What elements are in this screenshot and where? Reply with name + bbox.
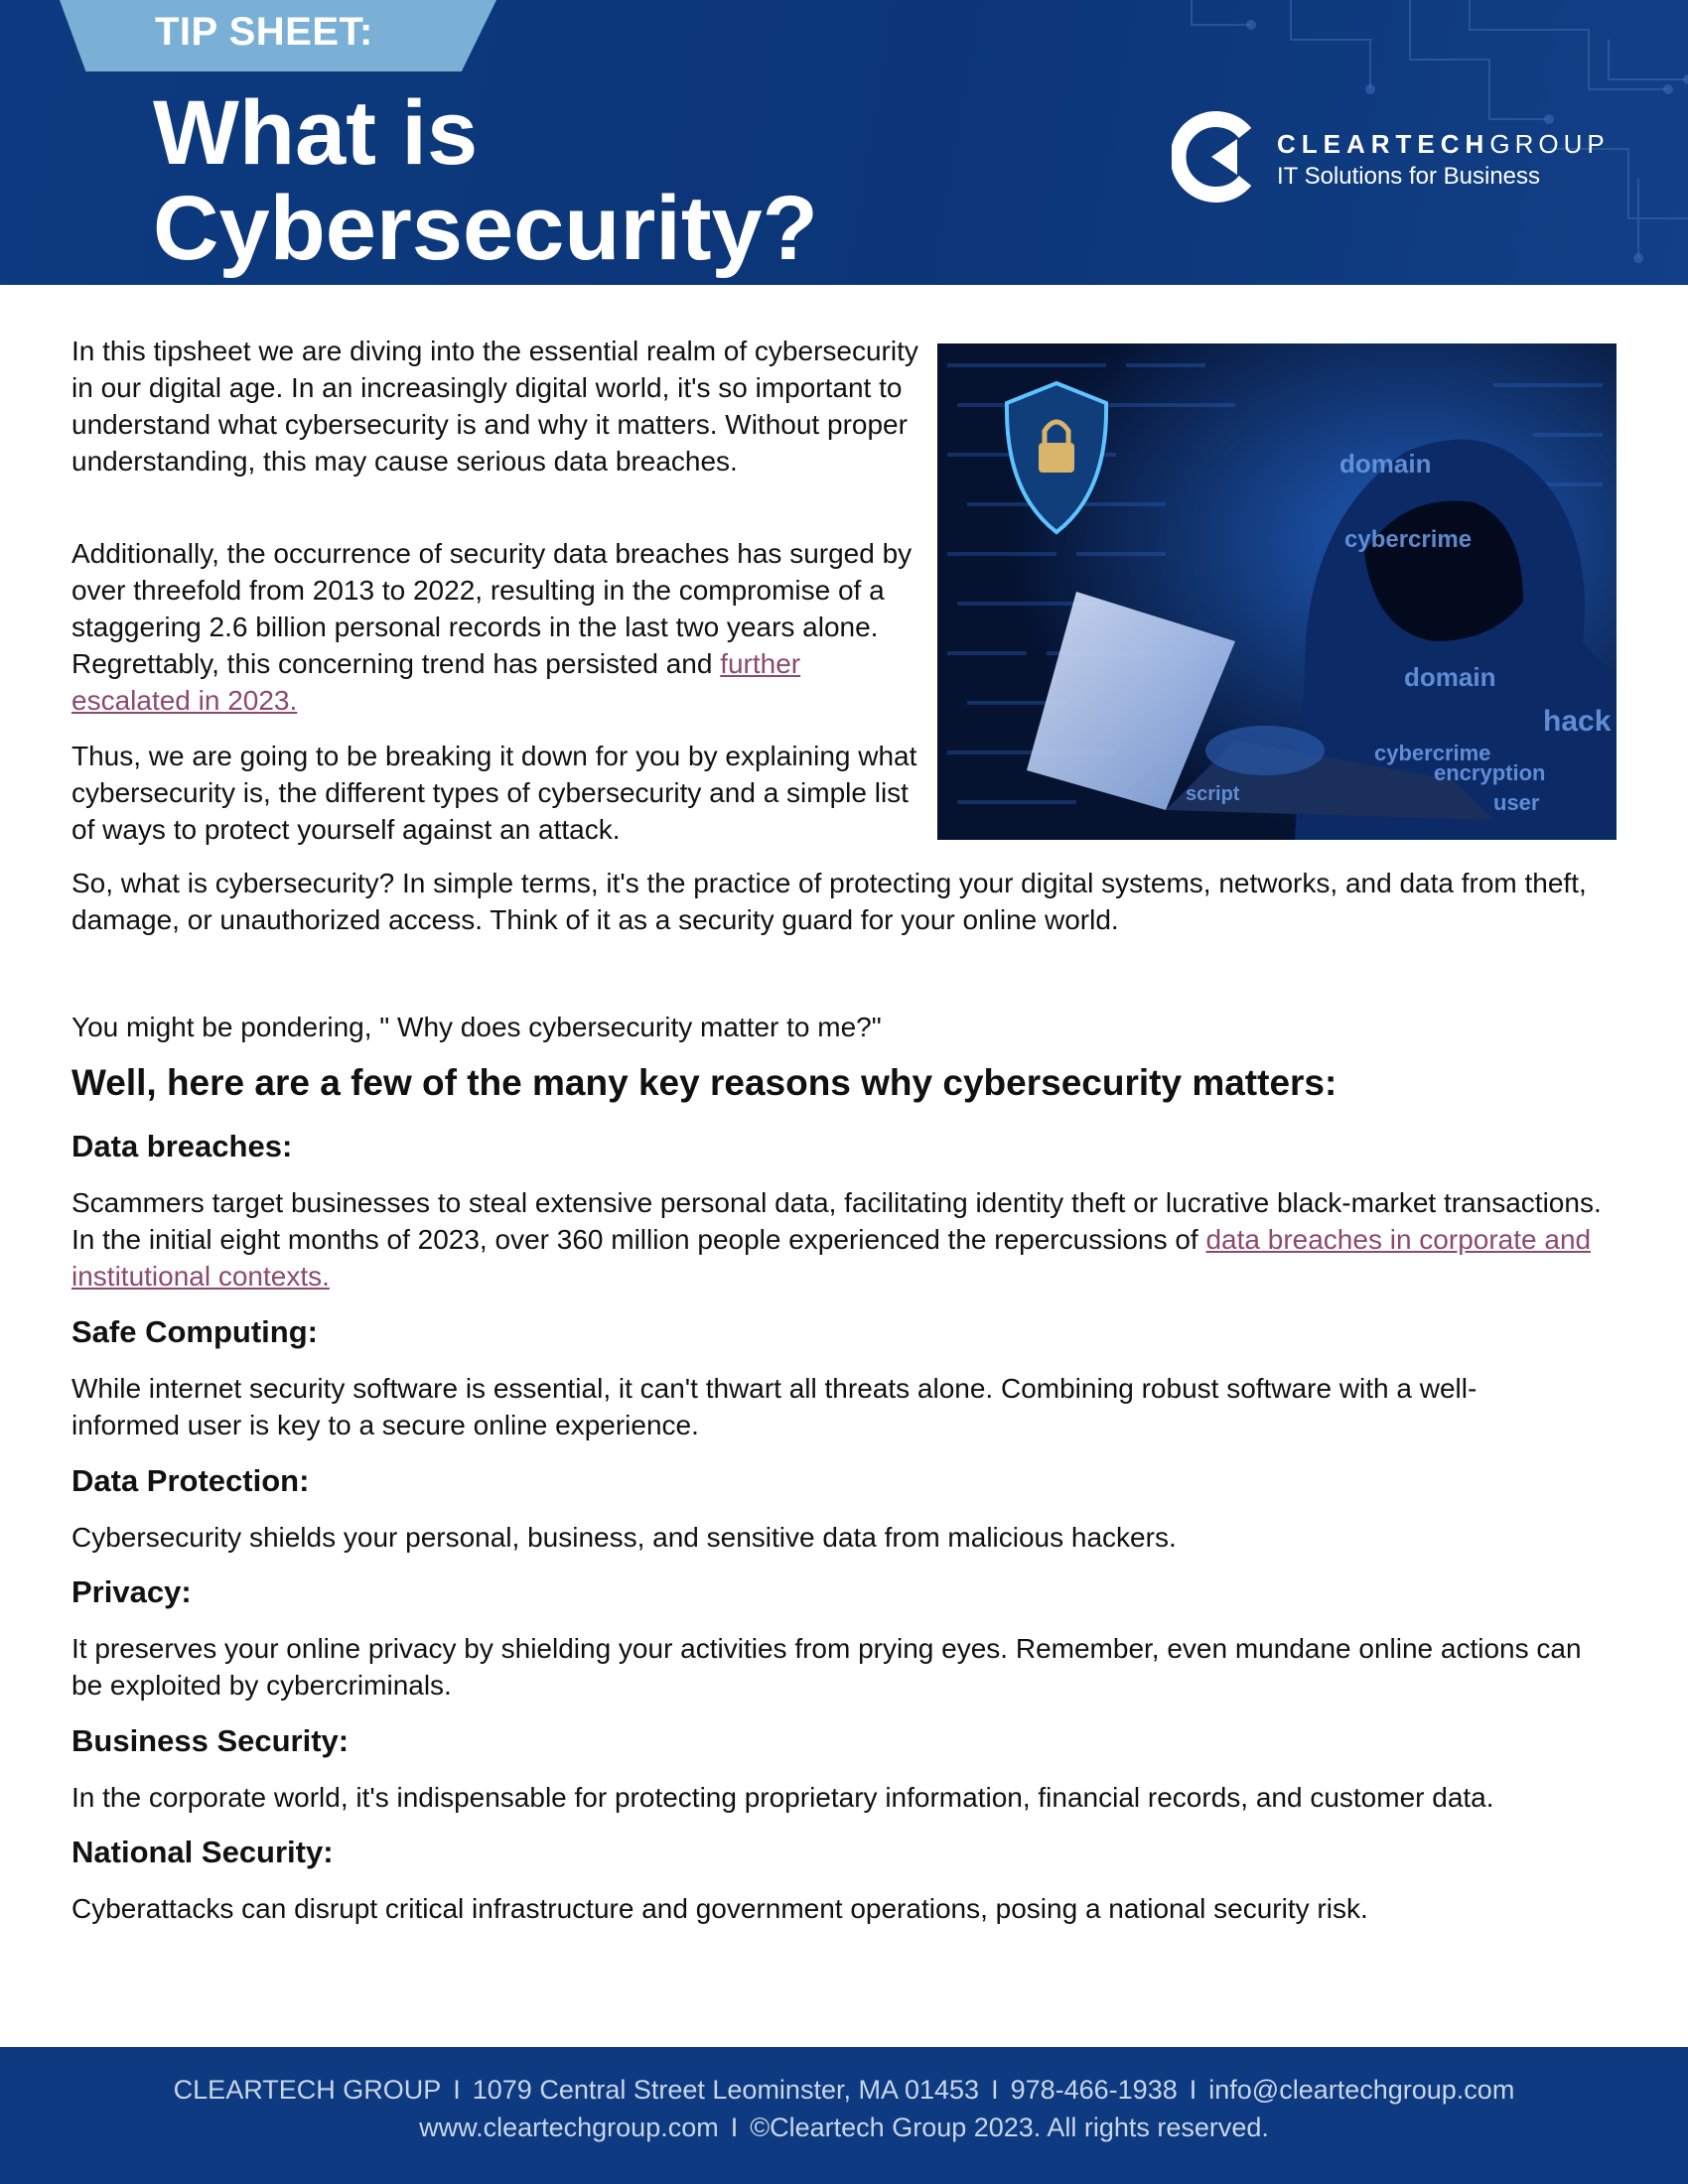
cleartech-logo: [1172, 111, 1609, 210]
footer-website[interactable]: www.cleartechgroup.com: [419, 2113, 719, 2142]
tip-sheet-label: TIP SHEET:: [155, 10, 373, 54]
overlay-word-2: cybercrime: [1344, 526, 1473, 553]
cleartech-logo-icon: [1172, 111, 1263, 203]
reason-title-data-protection: Data Protection:: [71, 1463, 310, 1498]
page-title-line-2: Cybersecurity?: [153, 178, 818, 279]
logo-tagline: IT Solutions for Business: [1277, 163, 1541, 190]
header-banner: [0, 0, 1688, 285]
hacker-illustration: [937, 343, 1617, 840]
intro-paragraph-3: Thus, we are going to be breaking it down for you by explaining what cybersecurity is, the different types of cybersecurity and a simple list of ways to protect yourself against an attack.: [71, 741, 917, 845]
reasons-heading: Well, here are a few of the many key reasons why cybersecurity matters:: [71, 1062, 1337, 1103]
reason-text-privacy: It preserves your online privacy by shielding your activities from prying eyes. Remember, even mundane online actions can be exploited by cybercriminals.: [71, 1633, 1582, 1701]
overlay-word-4: user: [1493, 790, 1540, 815]
reason-title-data-breaches: Data breaches:: [71, 1129, 293, 1163]
footer-web-line: www.cleartechgroup.com I ©Cleartech Group 2023. All rights reserved.: [419, 2113, 1269, 2142]
reason-text-business-security: In the corporate world, it's indispensable for protecting proprietary information, financial records, and customer data.: [71, 1782, 1494, 1813]
logo-company-name: CLEARTECHGROUP: [1277, 129, 1610, 159]
reason-text-data-protection: Cybersecurity shields your personal, business, and sensitive data from malicious hackers.: [71, 1522, 1177, 1553]
footer-copyright: ©Cleartech Group 2023. All rights reserved.: [750, 2113, 1269, 2142]
reason-text-safe-computing: While internet security software is essential, it can't thwart all threats alone. Combining robust software with a well-informed user is key to a secure online experience.: [71, 1373, 1477, 1440]
footer-phone[interactable]: 978-466-1938: [1010, 2075, 1178, 2105]
intro-paragraph-4: So, what is cybersecurity? In simple terms, it's the practice of protecting your digital systems, networks, and data from theft, damage, or unauthorized access. Think of it as a security guard for your online world.: [71, 868, 1587, 935]
reason-title-national-security: National Security:: [71, 1835, 334, 1869]
page-title: [153, 82, 818, 279]
reason-text-national-security: Cyberattacks can disrupt critical infrastructure and government operations, posing a national security risk.: [71, 1893, 1368, 1924]
overlay-word-1: domain: [1339, 449, 1432, 478]
reason-text-data-breaches: Scammers target businesses to steal extensive personal data, facilitating identity theft or lucrative black-market transactions. In the initial eight months of 2023, over 360 million people experienced the repercussions of data breaches in corporate and institutional contexts.: [71, 1187, 1602, 1292]
intro-paragraph-5: You might be pondering, " Why does cybersecurity matter to me?": [71, 1012, 882, 1042]
reason-title-safe-computing: Safe Computing:: [71, 1314, 318, 1349]
overlay-word-8: cybercrime: [1374, 741, 1491, 765]
overlay-word-5: hack: [1543, 705, 1612, 738]
page-title-line-1: What is: [153, 82, 479, 184]
data-breaches-link[interactable]: data breaches in corporate and institutional contexts.: [71, 1224, 1592, 1292]
hacker-hero-image: [937, 343, 1617, 840]
reason-title-business-security: Business Security:: [71, 1723, 350, 1758]
intro-paragraph-2: Additionally, the occurrence of security data breaches has surged by over threefold from 2013 to 2022, resulting in the compromise of a staggering 2.6 billion personal records in the last two years alone. Regrettably, this concerning trend has persisted and further escalated in 2023.: [71, 538, 913, 716]
footer-contact-line: CLEARTECH GROUP I 1079 Central Street Leominster, MA 01453 I 978-466-1938 I info@cleartechgroup.com: [173, 2075, 1515, 2105]
overlay-word-3: encryption: [1434, 760, 1546, 785]
footer: [0, 2047, 1688, 2184]
further-escalated-link[interactable]: further escalated in 2023.: [71, 648, 801, 716]
intro-paragraph-1: In this tipsheet we are diving into the essential realm of cybersecurity in our digital age. In an increasingly digital world, it's so important to understand what cybersecurity is and why it matters. Without proper understanding, this may cause serious data breaches.: [71, 336, 918, 477]
footer-company: CLEARTECH GROUP: [173, 2075, 442, 2105]
overlay-word-6: script: [1186, 783, 1240, 805]
reason-title-privacy: Privacy:: [71, 1574, 192, 1609]
overlay-word-7: domain: [1404, 662, 1496, 692]
footer-email[interactable]: info@cleartechgroup.com: [1208, 2075, 1515, 2105]
footer-address: 1079 Central Street Leominster, MA 01453: [472, 2075, 980, 2105]
